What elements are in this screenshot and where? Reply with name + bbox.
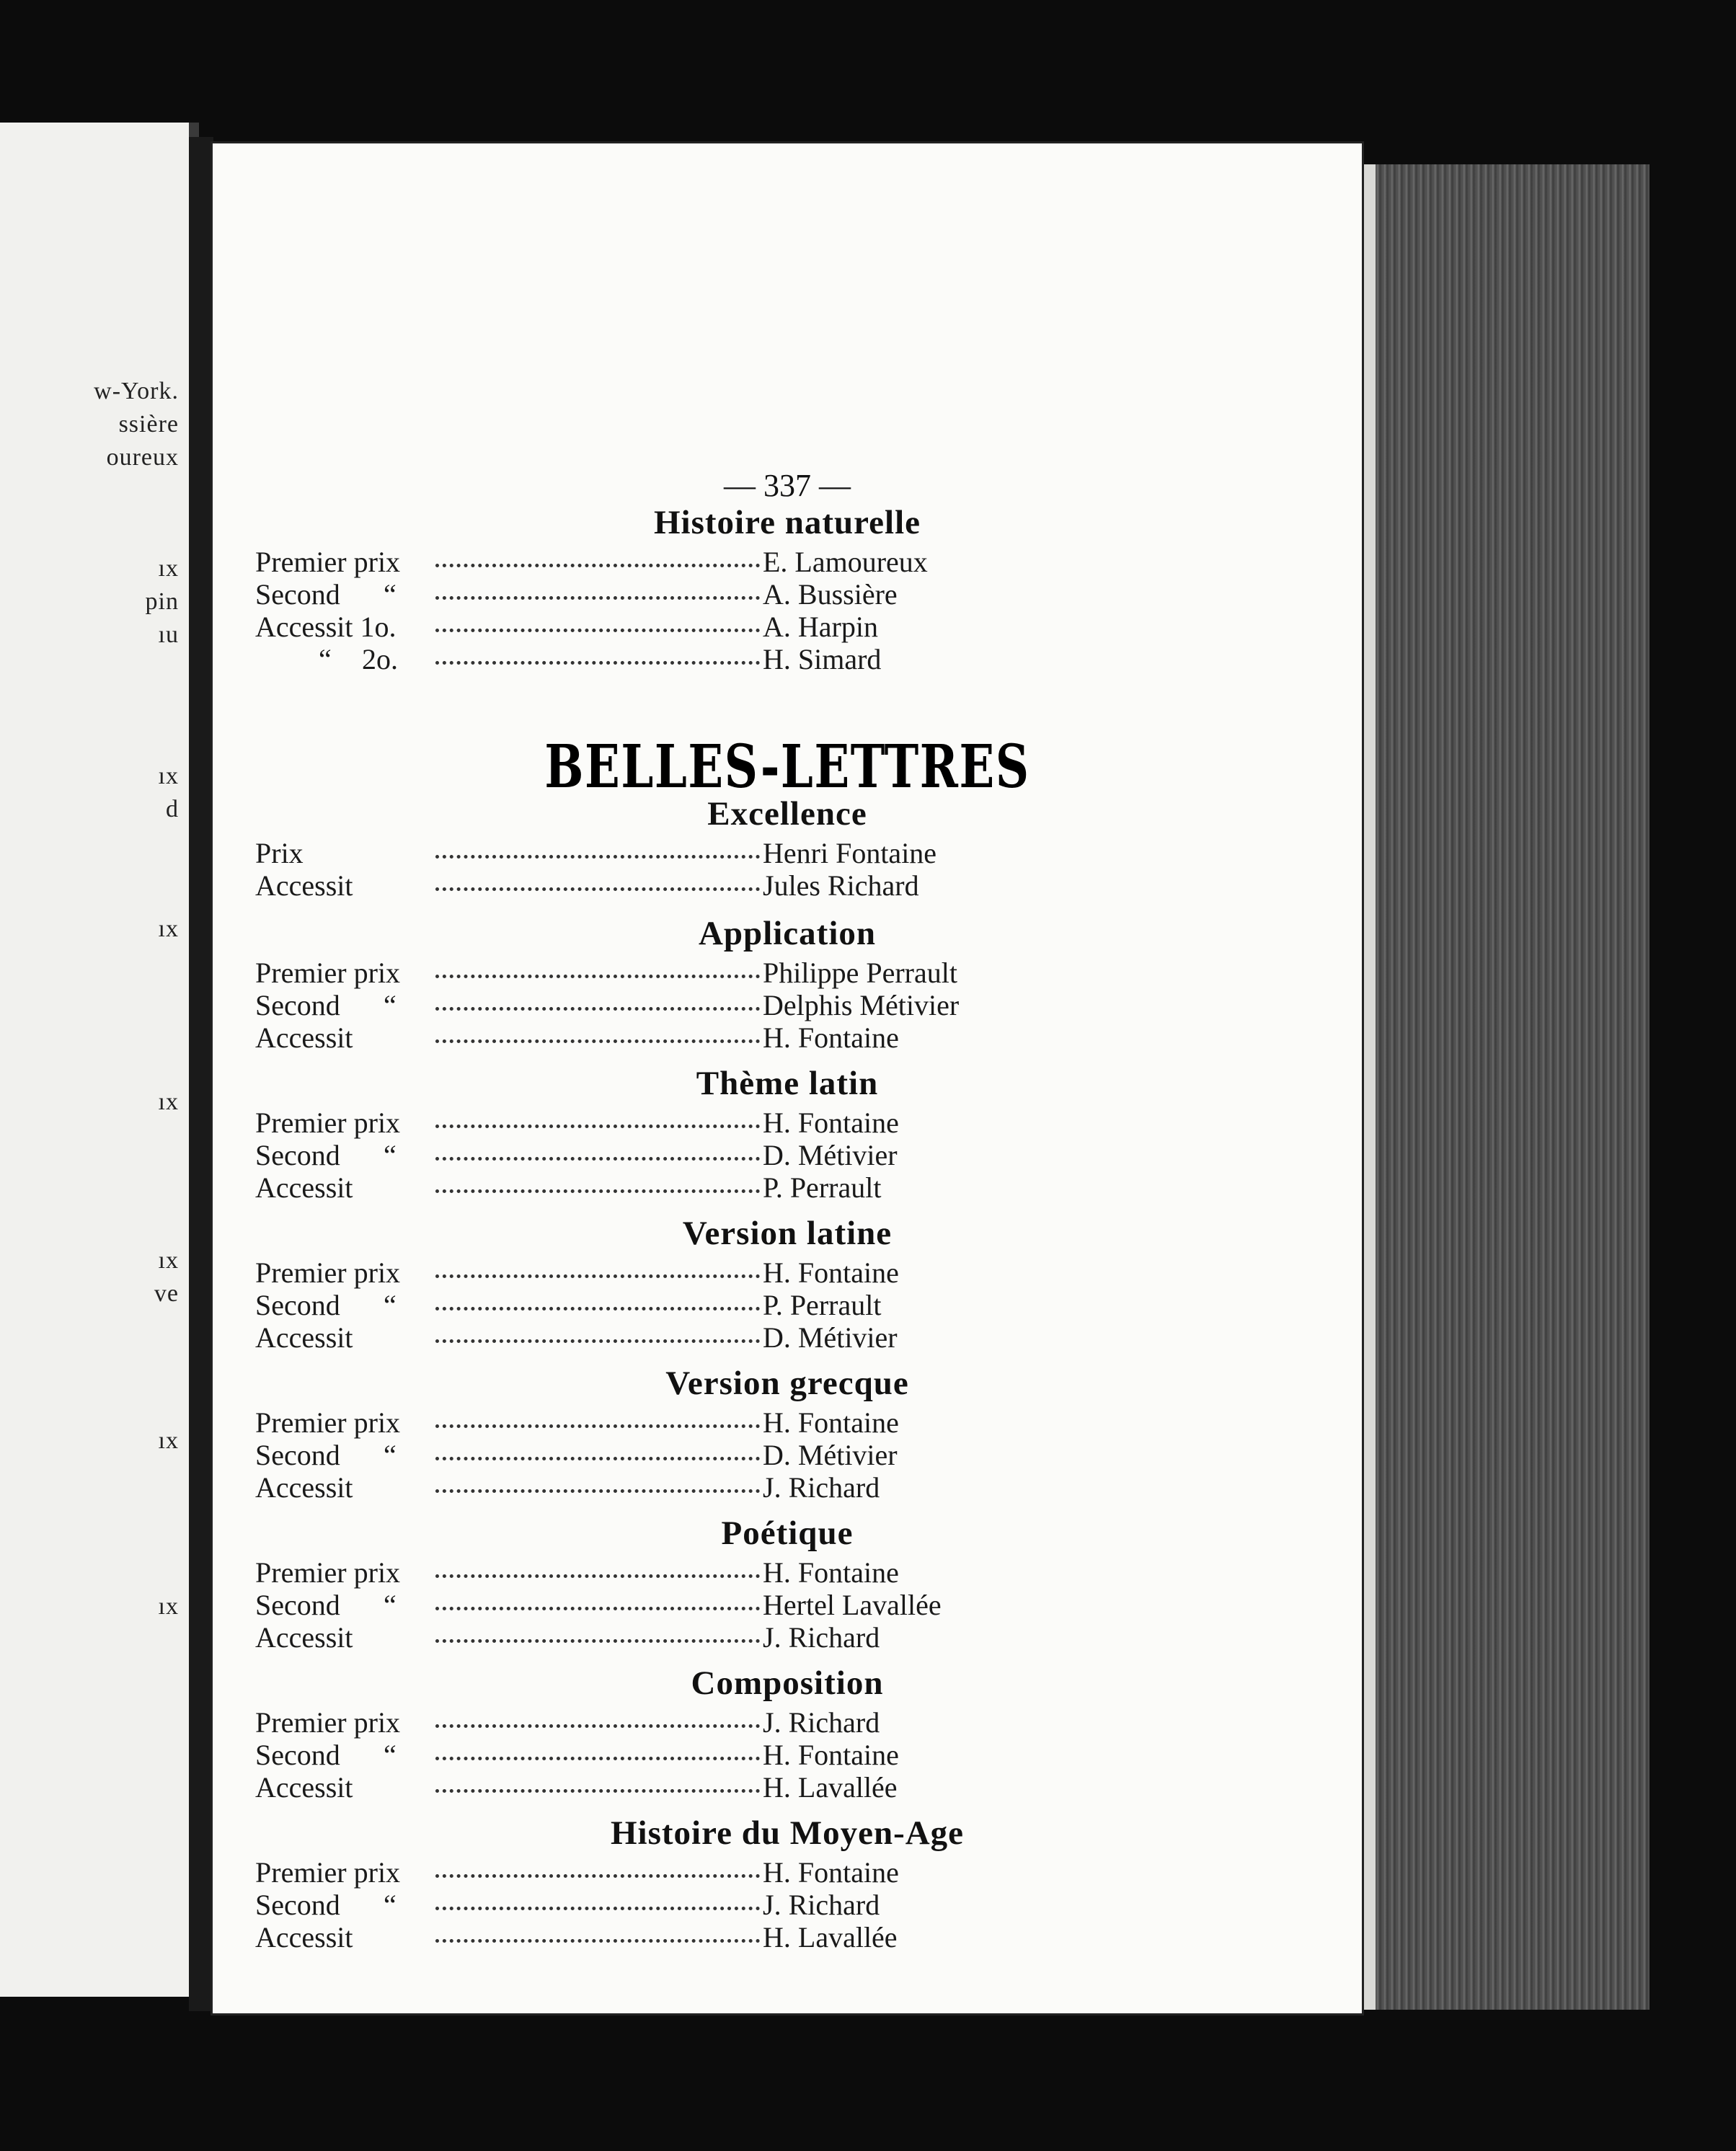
- leader-dots: [435, 1424, 760, 1428]
- leader-dots: [435, 1339, 760, 1343]
- leader-dots: [435, 1157, 760, 1161]
- leader-dots: [435, 1125, 760, 1128]
- book-page: [211, 141, 1364, 2015]
- ditto-mark: “: [384, 989, 397, 1021]
- prize-row: [211, 956, 1364, 989]
- prize-label: Premier prix: [255, 1706, 401, 1739]
- prize-row: [211, 1256, 1364, 1289]
- student-name: Henri Fontaine: [763, 837, 937, 869]
- facing-page-line: pin: [145, 588, 179, 615]
- student-name: J. Richard: [763, 1471, 880, 1504]
- prize-label: Accessit 1o.: [255, 611, 397, 643]
- student-name: H. Fontaine: [763, 1556, 899, 1589]
- prize-label: Second: [255, 1889, 340, 1921]
- prize-label: Premier prix: [255, 1556, 401, 1589]
- prize-label: Second: [255, 1139, 340, 1171]
- student-name: H. Fontaine: [763, 1856, 899, 1889]
- ditto-mark: “: [384, 1589, 397, 1621]
- facing-page-line: d: [166, 796, 179, 822]
- prize-row: [211, 1438, 1364, 1471]
- facing-page-line: ıx: [158, 1088, 179, 1115]
- student-name: D. Métivier: [763, 1139, 898, 1171]
- prize-row: [211, 1556, 1364, 1589]
- section-heading: Version latine: [682, 1215, 893, 1252]
- prize-label: Accessit: [255, 1921, 353, 1953]
- leader-dots: [435, 629, 760, 632]
- ditto-mark: “: [384, 1739, 397, 1771]
- leader-dots: [435, 1907, 760, 1910]
- leader-dots: [435, 1489, 760, 1493]
- leader-dots: [435, 1457, 760, 1460]
- section-heading: Application: [698, 915, 877, 952]
- student-name: J. Richard: [763, 1889, 880, 1921]
- student-name: H. Lavallée: [763, 1921, 898, 1953]
- student-name: H. Fontaine: [763, 1406, 899, 1439]
- prize-label: Second: [255, 1439, 340, 1471]
- prize-label: Accessit: [255, 1471, 353, 1504]
- section-heading: Histoire du Moyen-Age: [610, 1814, 965, 1852]
- facing-page-line: oureux: [106, 444, 179, 471]
- facing-page-line: ıx: [158, 763, 179, 789]
- student-name: H. Fontaine: [763, 1256, 899, 1289]
- prize-label: Accessit: [255, 1621, 353, 1654]
- leader-dots: [435, 1724, 760, 1728]
- prize-row: [211, 577, 1364, 611]
- prize-label: Second: [255, 1289, 340, 1321]
- section-heading: Histoire naturelle: [653, 504, 921, 541]
- prize-label: Accessit: [255, 1021, 353, 1054]
- prize-row: [211, 1620, 1364, 1654]
- student-name: Philippe Perrault: [763, 957, 957, 989]
- leader-dots: [435, 887, 760, 891]
- leader-dots: [435, 1189, 760, 1193]
- prize-label: Premier prix: [255, 546, 401, 578]
- prize-row: [211, 1588, 1364, 1621]
- prize-row: [211, 610, 1364, 643]
- prize-label: Accessit: [255, 1171, 353, 1204]
- section-heading: Poétique: [721, 1514, 854, 1552]
- prize-row: [211, 1706, 1364, 1739]
- prize-row: [211, 1738, 1364, 1771]
- student-name: H. Fontaine: [763, 1106, 899, 1139]
- leader-dots: [435, 855, 760, 859]
- leader-dots: [435, 1274, 760, 1278]
- leader-dots: [435, 564, 760, 567]
- facing-page-line: w-York.: [94, 378, 179, 404]
- section-heading: Composition: [691, 1664, 884, 1702]
- prize-label: Accessit: [255, 1321, 353, 1354]
- leader-dots: [435, 1574, 760, 1578]
- leader-dots: [435, 661, 760, 665]
- student-name: E. Lamoureux: [763, 546, 928, 578]
- prize-row: [211, 988, 1364, 1021]
- prize-row: [211, 1888, 1364, 1921]
- leader-dots: [435, 1874, 760, 1878]
- prize-label: Accessit: [255, 1771, 353, 1804]
- prize-label: Premier prix: [255, 1406, 401, 1439]
- section-title: BELLES-LETTRES: [544, 732, 1030, 802]
- prize-label: Premier prix: [255, 957, 401, 989]
- student-name: H. Lavallée: [763, 1771, 898, 1804]
- student-name: Hertel Lavallée: [763, 1589, 942, 1621]
- prize-row: [211, 1106, 1364, 1139]
- facing-page-line: ıx: [158, 915, 179, 942]
- student-name: H. Fontaine: [763, 1021, 899, 1054]
- section-heading: Thème latin: [696, 1065, 879, 1102]
- leader-dots: [435, 1307, 760, 1310]
- facing-page: [0, 123, 199, 1997]
- student-name: H. Simard: [763, 643, 882, 675]
- prize-label: Second: [255, 578, 340, 611]
- prize-row: [211, 1171, 1364, 1204]
- student-name: Jules Richard: [763, 869, 919, 902]
- prize-label: Accessit: [255, 869, 353, 902]
- prize-row: [211, 1288, 1364, 1321]
- page-number: — 337 —: [724, 468, 851, 503]
- student-name: H. Fontaine: [763, 1739, 899, 1771]
- prize-label: 2o.: [362, 643, 398, 675]
- student-name: A. Harpin: [763, 611, 878, 643]
- page-edges: [1363, 164, 1649, 2010]
- leader-dots: [435, 1039, 760, 1043]
- prize-row: [211, 1770, 1364, 1804]
- prize-label: Second: [255, 1739, 340, 1771]
- prize-label: Prix: [255, 837, 304, 869]
- leader-dots: [435, 596, 760, 600]
- prize-row: [211, 1471, 1364, 1504]
- prize-label: Premier prix: [255, 1256, 401, 1289]
- prize-row: [211, 1321, 1364, 1354]
- prize-label: Second: [255, 1589, 340, 1621]
- student-name: P. Perrault: [763, 1171, 882, 1204]
- ditto-mark: “: [384, 1139, 397, 1171]
- section-heading: Version grecque: [665, 1365, 909, 1402]
- prize-row: [211, 869, 1364, 902]
- student-name: P. Perrault: [763, 1289, 882, 1321]
- book-gutter: [189, 137, 213, 2011]
- leader-dots: [435, 975, 760, 978]
- prize-row: [211, 642, 1364, 675]
- leader-dots: [435, 1939, 760, 1943]
- facing-page-line: ve: [154, 1280, 179, 1307]
- student-name: D. Métivier: [763, 1321, 898, 1354]
- prize-label: Second: [255, 989, 340, 1021]
- leader-dots: [435, 1789, 760, 1793]
- section-heading: Excellence: [707, 795, 867, 833]
- leader-dots: [435, 1007, 760, 1011]
- student-name: J. Richard: [763, 1621, 880, 1654]
- ditto-mark: “: [384, 578, 397, 611]
- prize-row: [211, 1021, 1364, 1054]
- student-name: D. Métivier: [763, 1439, 898, 1471]
- facing-page-line: ıx: [158, 555, 179, 582]
- facing-page-line: ıx: [158, 1427, 179, 1454]
- prize-row: [211, 1138, 1364, 1171]
- prize-row: [211, 1855, 1364, 1889]
- prize-row: [211, 545, 1364, 578]
- facing-page-line: ıx: [158, 1593, 179, 1620]
- ditto-mark: “: [319, 643, 332, 675]
- student-name: Delphis Métivier: [763, 989, 960, 1021]
- ditto-mark: “: [384, 1289, 397, 1321]
- student-name: J. Richard: [763, 1706, 880, 1739]
- student-name: A. Bussière: [763, 578, 898, 611]
- facing-page-line: ıu: [158, 621, 179, 648]
- prize-row: [211, 836, 1364, 869]
- leader-dots: [435, 1639, 760, 1643]
- leader-dots: [435, 1607, 760, 1610]
- leader-dots: [435, 1757, 760, 1760]
- facing-page-line: ıx: [158, 1247, 179, 1274]
- prize-row: [211, 1406, 1364, 1439]
- prize-label: Premier prix: [255, 1856, 401, 1889]
- prize-row: [211, 1920, 1364, 1953]
- ditto-mark: “: [384, 1889, 397, 1921]
- prize-label: Premier prix: [255, 1106, 401, 1139]
- facing-page-line: ssière: [118, 411, 179, 438]
- ditto-mark: “: [384, 1439, 397, 1471]
